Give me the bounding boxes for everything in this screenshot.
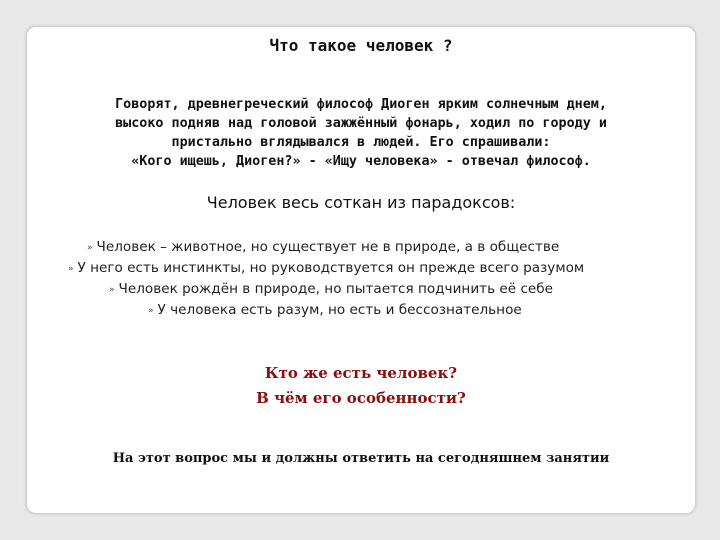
question-line: Кто же есть человек? (264, 364, 458, 382)
list-item-text: Человек рождён в природе, но пытается подчинить её себе (118, 281, 554, 297)
intro-line: пристально вглядывался в людей. Его спрашивали: (171, 135, 551, 150)
intro-paragraph (31, 95, 691, 171)
intro-line: «Кого ищешь, Диоген?» - «Ищу человека» - отвечал философ. (131, 154, 591, 169)
intro-line: высоко подняв над головой зажжённый фонарь, ходил по городу и (115, 116, 607, 131)
list-item-text: У него есть инстинкты, но руководствуется он прежде всего разумом (77, 260, 585, 276)
closing-statement: На этот вопрос мы и должны ответить на сегодняшнем занятии (112, 451, 610, 466)
bullet-arrow-icon: » (148, 306, 154, 316)
list-item (68, 258, 584, 280)
slide-title: Что такое человек ? (269, 36, 453, 55)
key-questions (27, 361, 695, 411)
list-item-text: У человека есть разум, но есть и бессознательное (157, 302, 522, 318)
bullet-arrow-icon: » (87, 243, 93, 253)
list-item (148, 300, 522, 322)
slide-card (26, 26, 696, 514)
paradox-heading: Человек весь соткан из парадоксов: (206, 193, 516, 212)
question-line: В чём его особенности? (256, 389, 466, 407)
list-item (87, 237, 559, 259)
bullet-arrow-icon: » (68, 264, 74, 274)
list-item (109, 279, 553, 301)
intro-line: Говорят, древнегреческий философ Диоген ярким солнечным днем, (115, 97, 607, 112)
list-item-text: Человек – животное, но существует не в природе, а в обществе (96, 239, 560, 255)
bullet-arrow-icon: » (109, 285, 115, 295)
